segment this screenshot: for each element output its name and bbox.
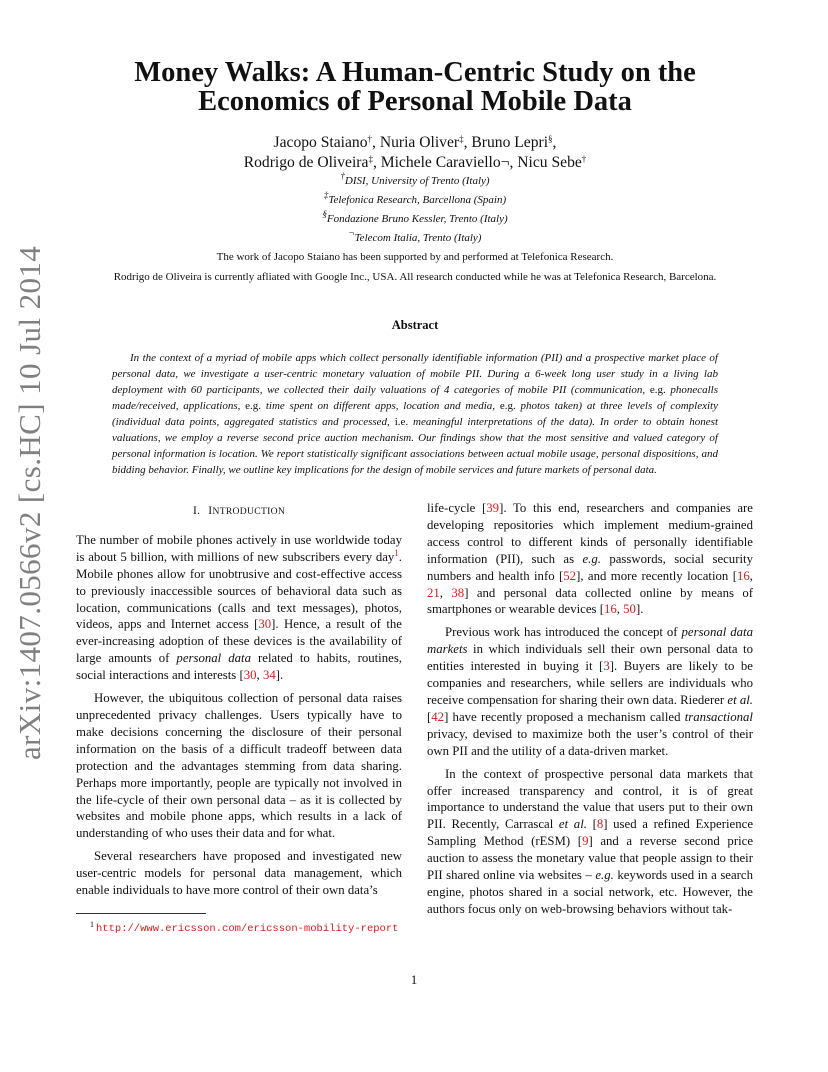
- left-column-body: [76, 532, 402, 899]
- author-line-1: Jacopo Staiano†, Nuria Oliver‡, Bruno Lepri§,: [273, 134, 557, 151]
- affiliation-mark: †: [581, 154, 587, 164]
- arxiv-identifier: arXiv:1407.0566v2 [cs.HC] 10 Jul 2014: [12, 245, 47, 760]
- citation-link[interactable]: 3: [603, 659, 610, 674]
- affiliation-3: §Fondazione Bruno Kessler, Trento (Italy): [322, 209, 508, 225]
- author-name: Bruno Lepri: [471, 134, 549, 151]
- body-text: ] and a reverse second price auction to assess the monetary value that people assign to their PII shared online via websites –: [427, 834, 753, 883]
- paper-title: [70, 58, 760, 116]
- citation-link[interactable]: 30: [258, 617, 272, 632]
- citation-link[interactable]: 8: [596, 817, 604, 832]
- body-text: [: [586, 817, 597, 832]
- abstract-heading: Abstract: [391, 318, 439, 332]
- emphasis-text: e.g.: [582, 551, 601, 566]
- section-heading: I. INTRODUCTION: [192, 504, 286, 517]
- body-text: privacy, devised to maximize both the user’s control of their own PII and the utility of a data-driven market.: [427, 726, 753, 758]
- affiliation-mark: ‡: [368, 154, 373, 164]
- abstract-paragraph: [112, 350, 718, 478]
- body-paragraph: [76, 690, 402, 842]
- citation-link[interactable]: 42: [431, 709, 445, 724]
- body-text: . Mobile phones allow for unobtrusive and cost-effective access to previously inaccessible sources of behavioral data such as location, communications (calls and text messages), photos, videos, apps and Internet access [: [76, 549, 402, 632]
- body-text: ,: [256, 668, 263, 683]
- affiliation-note: Rodrigo de Oliveira is currently afliated with Google Inc., USA. All research conducted while he was at Telefonica Research, Barcelona.: [113, 271, 717, 283]
- author-name: Rodrigo de Oliveira: [243, 154, 369, 171]
- body-text: ,: [616, 602, 624, 617]
- author-name: Michele Caraviello¬: [380, 154, 510, 171]
- affiliation-1: †DISI, University of Trento (Italy): [340, 171, 490, 187]
- citation-link[interactable]: 30: [243, 668, 257, 683]
- abstract-text: phonecalls made/received, applications,: [112, 384, 718, 412]
- title-line-2: Economics of Personal Mobile Data: [198, 86, 632, 117]
- citation-link[interactable]: 9: [582, 834, 589, 849]
- body-text: ]. Buyers are likely to be companies and researchers, while sellers are individuals who receive compensation for sharing their own data. Riederer: [427, 659, 753, 707]
- citation-link[interactable]: 52: [563, 568, 577, 583]
- body-text: passwords, social security numbers and health info [: [427, 551, 753, 583]
- body-text: ].: [275, 668, 284, 683]
- body-text: ,: [749, 568, 753, 583]
- author-name: Jacopo Staiano: [273, 134, 368, 151]
- body-text: in which individuals sell their own personal data to entities interested in buying it [: [427, 642, 753, 674]
- body-text: However, the ubiquitous collection of personal data raises unprecedented privacy challenges. Users typically have to make decisions concerning the disclosure of their personal information on the basis of a difficult tradeoff between data protection and the advantages stemming from data sharing. Perhaps more importantly, people are typically not involved in the life-cycle of their own personal data – as it is collected by websites and mobile phone apps, which results in a lack of understanding of who uses their data and for what.: [76, 691, 402, 841]
- abstract-text: In the context of a myriad of mobile apps which collect personally identifiable information (PII) and a prospective market place of personal data, we investigate a user-centric monetary valuation of mobile PII. During a 6-week long user study in a living lab deployment with 60 participants, we collected their daily valuations of 4 categories of mobile PII (communication,: [112, 352, 718, 396]
- body-text: ] used a refined Experience Sampling Method (rESM) [: [427, 817, 753, 849]
- abstract-text: e.g.: [245, 400, 262, 412]
- emphasis-text: personal data markets: [427, 625, 753, 657]
- footnote-link[interactable]: http://www.ericsson.com/ericsson-mobility-report: [96, 923, 399, 935]
- footnote: $^1$ http://www.ericsson.com/ericsson-mobility-report: [90, 920, 399, 935]
- citation-link[interactable]: 39: [486, 501, 500, 515]
- footnote-rule: [76, 913, 206, 914]
- citation-link[interactable]: 34: [262, 668, 276, 683]
- body-text: Previous work has introduced the concept of: [445, 625, 682, 640]
- abstract-text: meaningful interpretations of the data). In order to obtain honest valuations, we employ a reverse second price auction mechanism. Our findings show that the most sensitive and valued category of personal information is location. We report statistically significant associations between actual mobile usage, personal dispositions, and bidding behavior. Finally, we outline key implications for the design of mobile services and future markets of personal data.: [112, 416, 718, 476]
- abstract-text: time spent on different apps, location and media,: [261, 400, 500, 412]
- body-text: ].: [635, 602, 644, 617]
- body-paragraph: [427, 500, 753, 618]
- left-column: [76, 500, 402, 905]
- affiliation-2: ‡Telefonica Research, Barcellona (Spain): [323, 190, 507, 206]
- emphasis-text: personal data: [176, 651, 251, 666]
- abstract-text: e.g.: [499, 400, 516, 412]
- body-text: related to habits, routines, social interactions and interests [: [76, 651, 402, 683]
- body-text: ,: [439, 585, 452, 600]
- emphasis-text: et al.: [727, 692, 753, 707]
- affiliation-mark: †: [367, 134, 373, 144]
- body-paragraph: [76, 848, 402, 899]
- affiliation-mark: ‡: [459, 134, 464, 144]
- author-list: [70, 133, 760, 173]
- title-line-1: Money Walks: A Human-Centric Study on the: [134, 57, 696, 88]
- funding-note: The work of Jacopo Staiano has been supported by and performed at Telefonica Research.: [216, 251, 614, 263]
- body-text: The number of mobile phones actively in use worldwide today is about 5 billion, with millions of new subscribers every day: [76, 532, 402, 564]
- citation-link[interactable]: 16: [603, 602, 617, 617]
- abstract-body: [112, 350, 718, 478]
- author-name: Nicu Sebe: [517, 154, 582, 171]
- page-number: 1: [410, 972, 418, 987]
- emphasis-text: transactional: [684, 709, 753, 724]
- author-name: Nuria Oliver: [379, 134, 460, 151]
- body-text: ]. Hence, a result of the ever-increasing adoption of these devices is the availability of large amounts of: [76, 617, 402, 666]
- body-text: ]. To this end, researchers and companies are developing repositories which implement medium-grained access control to different kinds of personally identifiable information (PII), such as: [427, 501, 753, 566]
- citation-link[interactable]: 16: [737, 568, 750, 583]
- body-text: ] have recently proposed a mechanism called: [444, 709, 685, 724]
- abstract-text: e.g.: [649, 384, 666, 396]
- affiliation-4: ¬Telecom Italia, Trento (Italy): [348, 228, 482, 244]
- abstract-text: photos taken) at three levels of complexity (individual data points, aggregated statistics and processed,: [112, 400, 718, 428]
- right-column-body: [427, 500, 753, 918]
- body-text: In the context of prospective personal data markets that offer increased transparency and control, it is of great importance to understand the value that users put to their own PII. Recently, Carrascal: [427, 766, 753, 832]
- citation-link[interactable]: 38: [451, 585, 465, 600]
- affiliation-mark: §: [548, 134, 553, 144]
- body-text: life-cycle [: [427, 501, 487, 515]
- body-text: ] and personal data collected online by means of smartphones or wearable devices [: [427, 585, 753, 617]
- footnote-marker[interactable]: 1: [394, 547, 399, 558]
- citation-link[interactable]: 50: [623, 602, 636, 617]
- emphasis-text: et al.: [558, 817, 587, 832]
- citation-link[interactable]: 21: [427, 585, 440, 600]
- author-line-2: Rodrigo de Oliveira‡, Michele Caraviello¬, Nicu Sebe†: [243, 154, 587, 171]
- body-paragraph: [76, 532, 402, 684]
- body-text: Several researchers have proposed and investigated new user-centric models for personal data management, which enable individuals to have more control of their own data’s: [76, 849, 402, 898]
- emphasis-text: e.g.: [595, 868, 614, 883]
- body-paragraph: [427, 624, 753, 759]
- right-column: [427, 500, 753, 924]
- body-text: ], and more recently location [: [576, 568, 737, 583]
- body-text: [: [427, 709, 432, 724]
- body-text: keywords used in a search engine, photos shared in a social network, etc. However, the authors focus only on web-browsing behaviors without tak-: [427, 868, 753, 916]
- abstract-text: i.e.: [394, 416, 409, 428]
- body-paragraph: [427, 766, 753, 918]
